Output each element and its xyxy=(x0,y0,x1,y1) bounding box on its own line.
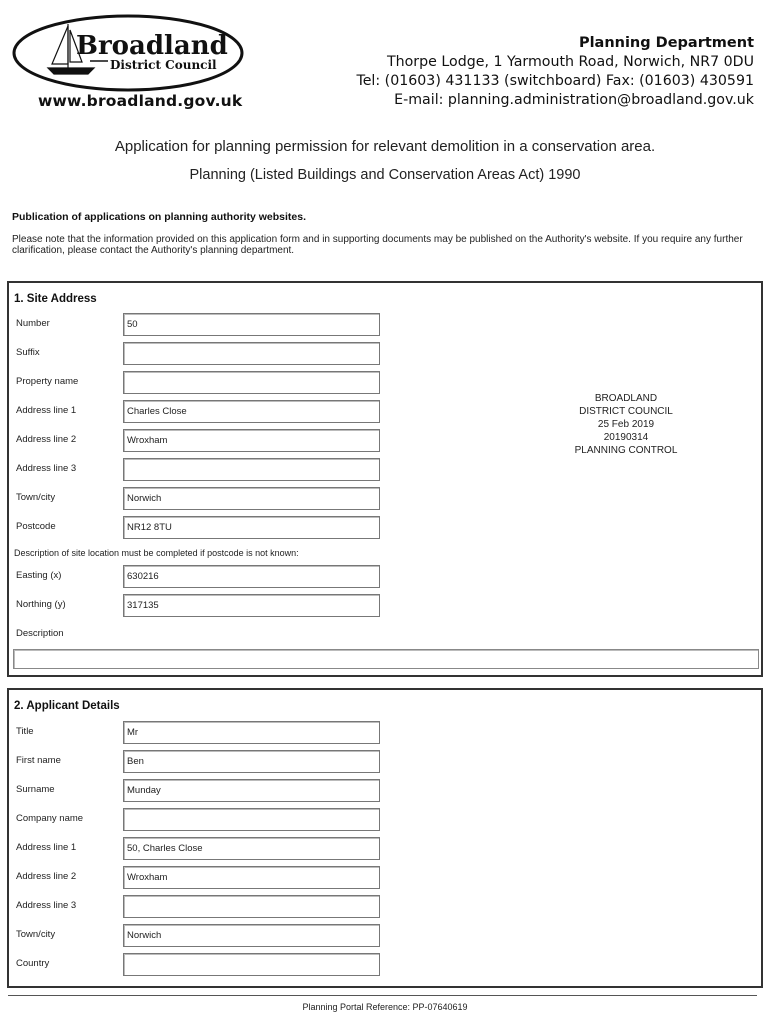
description-label: Description xyxy=(16,628,64,639)
site-address-section xyxy=(7,281,763,677)
number-field[interactable]: 50 xyxy=(123,313,380,336)
website-url[interactable]: www.broadland.gov.uk xyxy=(38,92,243,110)
title-label: Title xyxy=(16,726,34,737)
location-note: Description of site location must be completed if postcode is not known: xyxy=(14,548,299,558)
form-act: Planning (Listed Buildings and Conservation Areas Act) 1990 xyxy=(189,167,581,183)
address-line-1-field[interactable]: Charles Close xyxy=(123,400,380,423)
northing-field[interactable]: 317135 xyxy=(123,594,380,617)
number-label: Number xyxy=(16,318,50,329)
publication-heading: Publication of applications on planning authority websites. xyxy=(12,211,307,223)
stamp-date: 25 Feb 2019 xyxy=(597,419,655,430)
description-field[interactable] xyxy=(13,649,759,669)
address-line-3-field[interactable] xyxy=(123,458,380,481)
postcode-field[interactable]: NR12 8TU xyxy=(123,516,380,539)
form-title: Application for planning permission for relevant demolition in a conservation area. xyxy=(114,138,656,155)
footer-divider xyxy=(8,995,757,996)
department-title: Planning Department xyxy=(578,35,754,51)
logo-name: Broadland xyxy=(76,31,228,61)
stamp-line: BROADLAND xyxy=(594,393,658,404)
department-address: Thorpe Lodge, 1 Yarmouth Road, Norwich, NR7 0DU xyxy=(386,54,754,70)
first-name-field[interactable]: Ben xyxy=(123,750,380,773)
easting-field[interactable]: 630216 xyxy=(123,565,380,588)
postcode-label: Postcode xyxy=(16,521,56,532)
section-title: 2. Applicant Details xyxy=(14,700,120,712)
address-line-1-label: Address line 1 xyxy=(16,405,77,416)
address-line-2-label: Address line 2 xyxy=(16,871,77,882)
address-line-3-field[interactable] xyxy=(123,895,380,918)
town-label: Town/city xyxy=(16,492,56,503)
department-phone: Tel: (01603) 431133 (switchboard) Fax: (01603) 430591 xyxy=(356,73,754,89)
town-label: Town/city xyxy=(16,929,56,940)
surname-label: Surname xyxy=(16,784,55,795)
stamp-number: 20190314 xyxy=(603,432,649,443)
received-stamp xyxy=(535,392,717,457)
section-title: 1. Site Address xyxy=(14,293,97,305)
suffix-label: Suffix xyxy=(16,347,40,358)
stamp-line: PLANNING CONTROL xyxy=(574,445,678,456)
company-name-field[interactable] xyxy=(123,808,380,831)
town-field[interactable]: Norwich xyxy=(123,924,380,947)
property-name-label: Property name xyxy=(16,376,79,387)
address-line-1-field[interactable]: 50, Charles Close xyxy=(123,837,380,860)
applicant-details-section xyxy=(7,688,763,988)
address-line-3-label: Address line 3 xyxy=(16,463,77,474)
address-line-2-label: Address line 2 xyxy=(16,434,77,445)
easting-label: Easting (x) xyxy=(16,570,62,581)
country-label: Country xyxy=(16,958,50,969)
logo-subtitle: District Council xyxy=(110,58,217,72)
northing-label: Northing (y) xyxy=(16,599,66,610)
stamp-line: DISTRICT COUNCIL xyxy=(579,406,673,417)
portal-reference: Planning Portal Reference: PP-07640619 xyxy=(302,1002,468,1012)
first-name-label: First name xyxy=(16,755,61,766)
publication-notice: Please note that the information provided on this application form and in supporting documents may be published on the Authority's website. If you require any further clarification, please contact the Authority's planning department. xyxy=(12,234,743,256)
property-name-field[interactable] xyxy=(123,371,380,394)
address-line-2-field[interactable]: Wroxham xyxy=(123,866,380,889)
broadland-logo xyxy=(12,14,244,92)
address-line-3-label: Address line 3 xyxy=(16,900,77,911)
department-block xyxy=(356,34,754,110)
address-line-1-label: Address line 1 xyxy=(16,842,77,853)
department-email[interactable]: E-mail: planning.administration@broadland.gov.uk xyxy=(394,92,754,108)
surname-field[interactable]: Munday xyxy=(123,779,380,802)
suffix-field[interactable] xyxy=(123,342,380,365)
town-field[interactable]: Norwich xyxy=(123,487,380,510)
country-field[interactable] xyxy=(123,953,380,976)
address-line-2-field[interactable]: Wroxham xyxy=(123,429,380,452)
title-field[interactable]: Mr xyxy=(123,721,380,744)
company-name-label: Company name xyxy=(16,813,84,824)
